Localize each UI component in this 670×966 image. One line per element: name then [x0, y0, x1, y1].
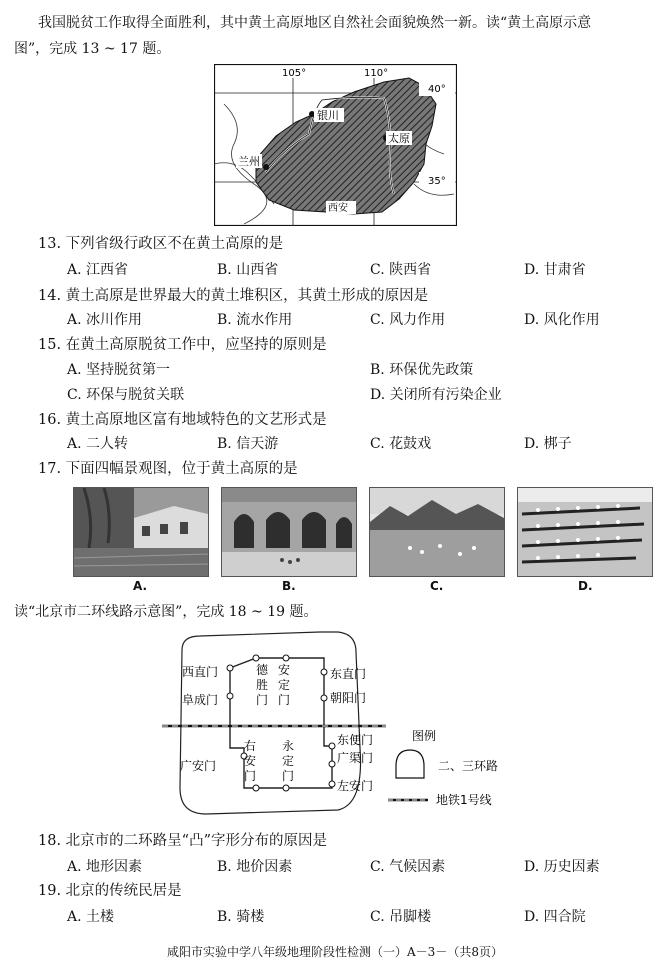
q16-option-b[interactable]: B. 信天游	[217, 436, 279, 452]
gate-dongzhimen: 东直门	[330, 667, 367, 681]
lon-110-label: 110°	[364, 68, 389, 79]
q19-option-a[interactable]: A. 土楼	[67, 909, 115, 925]
gate-desheng-1: 德	[256, 663, 269, 677]
question-19	[38, 882, 182, 900]
photo-a-water-town[interactable]	[73, 487, 209, 577]
gate-anding-3: 门	[278, 693, 291, 707]
q14-option-c[interactable]: C. 风力作用	[370, 312, 446, 328]
gate-anding-2: 定	[278, 678, 291, 692]
lat-35-label: 35°	[428, 176, 446, 187]
q19-stem: 北京的传统民居是	[65, 883, 182, 899]
q14-option-d[interactable]: D. 风化作用	[524, 312, 600, 328]
intro-beijing: 读“北京市二环线路示意图”，完成 18 ~ 19 题。	[14, 604, 318, 620]
beijing-ring-map	[160, 628, 512, 828]
gate-yongding-3: 门	[282, 769, 295, 783]
q18-option-d[interactable]: D. 历史因素	[524, 859, 600, 875]
legend-title: 图例	[412, 729, 437, 743]
gate-zuoanmen: 左安门	[337, 779, 374, 793]
q15-option-b[interactable]: B. 环保优先政策	[370, 362, 474, 378]
legend-ring-symbol	[396, 750, 424, 778]
question-18	[38, 832, 327, 850]
q13-stem: 下列省级行政区不在黄土高原的是	[65, 236, 284, 252]
city-lanzhou-label: 兰州	[238, 155, 260, 168]
q14-option-a[interactable]: A. 冰川作用	[67, 312, 143, 328]
photo-b-cave-dwellings[interactable]	[221, 487, 357, 577]
q16-option-a[interactable]: A. 二人转	[67, 436, 129, 452]
gate-guanganmen: 广安门	[180, 759, 217, 773]
q17-number: 17.	[38, 461, 62, 477]
question-16	[38, 411, 327, 429]
legend-ring-label: 二、三环路	[438, 759, 499, 773]
intro-line-2: 图”，完成 13 ~ 17 题。	[14, 41, 171, 57]
q13-option-d[interactable]: D. 甘肃省	[524, 262, 586, 278]
photo-c-label: C.	[430, 579, 444, 593]
intro-line-1: 我国脱贫工作取得全面胜利，其中黄土高原地区自然社会面貌焕然一新。读“黄土高原示意	[38, 15, 592, 31]
gate-desheng-2: 胜	[256, 678, 269, 692]
gate-chaoyangmen: 朝阳门	[330, 691, 367, 705]
city-yinchuan-label: 银川	[317, 109, 339, 122]
q18-number: 18.	[38, 833, 62, 849]
q15-option-d[interactable]: D. 关闭所有污染企业	[370, 387, 502, 403]
q19-option-d[interactable]: D. 四合院	[524, 909, 586, 925]
q19-option-b[interactable]: B. 骑楼	[217, 909, 265, 925]
q15-option-a[interactable]: A. 坚持脱贫第一	[67, 362, 171, 378]
gate-fuchengmen: 阜成门	[182, 693, 219, 707]
q18-option-c[interactable]: C. 气候因素	[370, 859, 446, 875]
gate-youan-1: 右	[244, 739, 257, 753]
q13-option-b[interactable]: B. 山西省	[217, 262, 279, 278]
gate-desheng-3: 门	[256, 693, 269, 707]
q13-option-c[interactable]: C. 陕西省	[370, 262, 432, 278]
gate-yongding-1: 永	[282, 739, 295, 753]
q19-number: 19.	[38, 883, 62, 899]
gate-guangqumen: 广渠门	[337, 751, 374, 765]
q16-option-d[interactable]: D. 梆子	[524, 436, 572, 452]
gate-anding-1: 安	[278, 663, 291, 677]
q17-stem: 下面四幅景观图，位于黄土高原的是	[65, 461, 298, 477]
q15-option-c[interactable]: C. 环保与脱贫关联	[67, 387, 185, 403]
q18-option-b[interactable]: B. 地价因素	[217, 859, 293, 875]
gate-youan-3: 门	[244, 769, 257, 783]
loess-plateau-map	[214, 64, 457, 226]
q16-stem: 黄土高原地区富有地域特色的文艺形式是	[65, 412, 327, 428]
photo-d-dragon-boats[interactable]	[517, 487, 653, 577]
legend-subway-label: 地铁1号线	[436, 793, 492, 807]
q14-stem: 黄土高原是世界最大的黄土堆积区，其黄土形成的原因是	[65, 288, 429, 304]
q18-stem: 北京市的二环路呈“凸”字形分布的原因是	[65, 833, 327, 849]
photo-c-grassland[interactable]	[369, 487, 505, 577]
question-15	[38, 336, 327, 354]
q13-number: 13.	[38, 236, 62, 252]
q16-number: 16.	[38, 412, 62, 428]
photo-b-label: B.	[282, 579, 296, 593]
photo-d-label: D.	[578, 579, 593, 593]
q15-number: 15.	[38, 337, 62, 353]
lon-105-label: 105°	[282, 68, 307, 79]
gate-dongbianmen: 东便门	[337, 733, 374, 747]
q18-option-a[interactable]: A. 地形因素	[67, 859, 143, 875]
q19-option-c[interactable]: C. 吊脚楼	[370, 909, 432, 925]
city-taiyuan-label: 太原	[388, 132, 410, 145]
q16-option-c[interactable]: C. 花鼓戏	[370, 436, 432, 452]
question-14	[38, 287, 428, 305]
lat-40-label: 40°	[428, 84, 446, 95]
q14-option-b[interactable]: B. 流水作用	[217, 312, 293, 328]
city-xian-label: 西安	[328, 203, 348, 214]
gate-youan-2: 安	[244, 754, 257, 768]
q14-number: 14.	[38, 288, 62, 304]
photo-a-label: A.	[133, 579, 148, 593]
q15-stem: 在黄土高原脱贫工作中，应坚持的原则是	[65, 337, 327, 353]
question-13	[38, 235, 283, 253]
gate-yongding-2: 定	[282, 754, 295, 768]
page-footer: 咸阳市实验中学八年级地理阶段性检测（一）A－3－（共8页）	[167, 945, 503, 959]
q13-option-a[interactable]: A. 江西省	[67, 262, 129, 278]
gate-xizhimen: 西直门	[182, 665, 219, 679]
question-17	[38, 460, 298, 478]
